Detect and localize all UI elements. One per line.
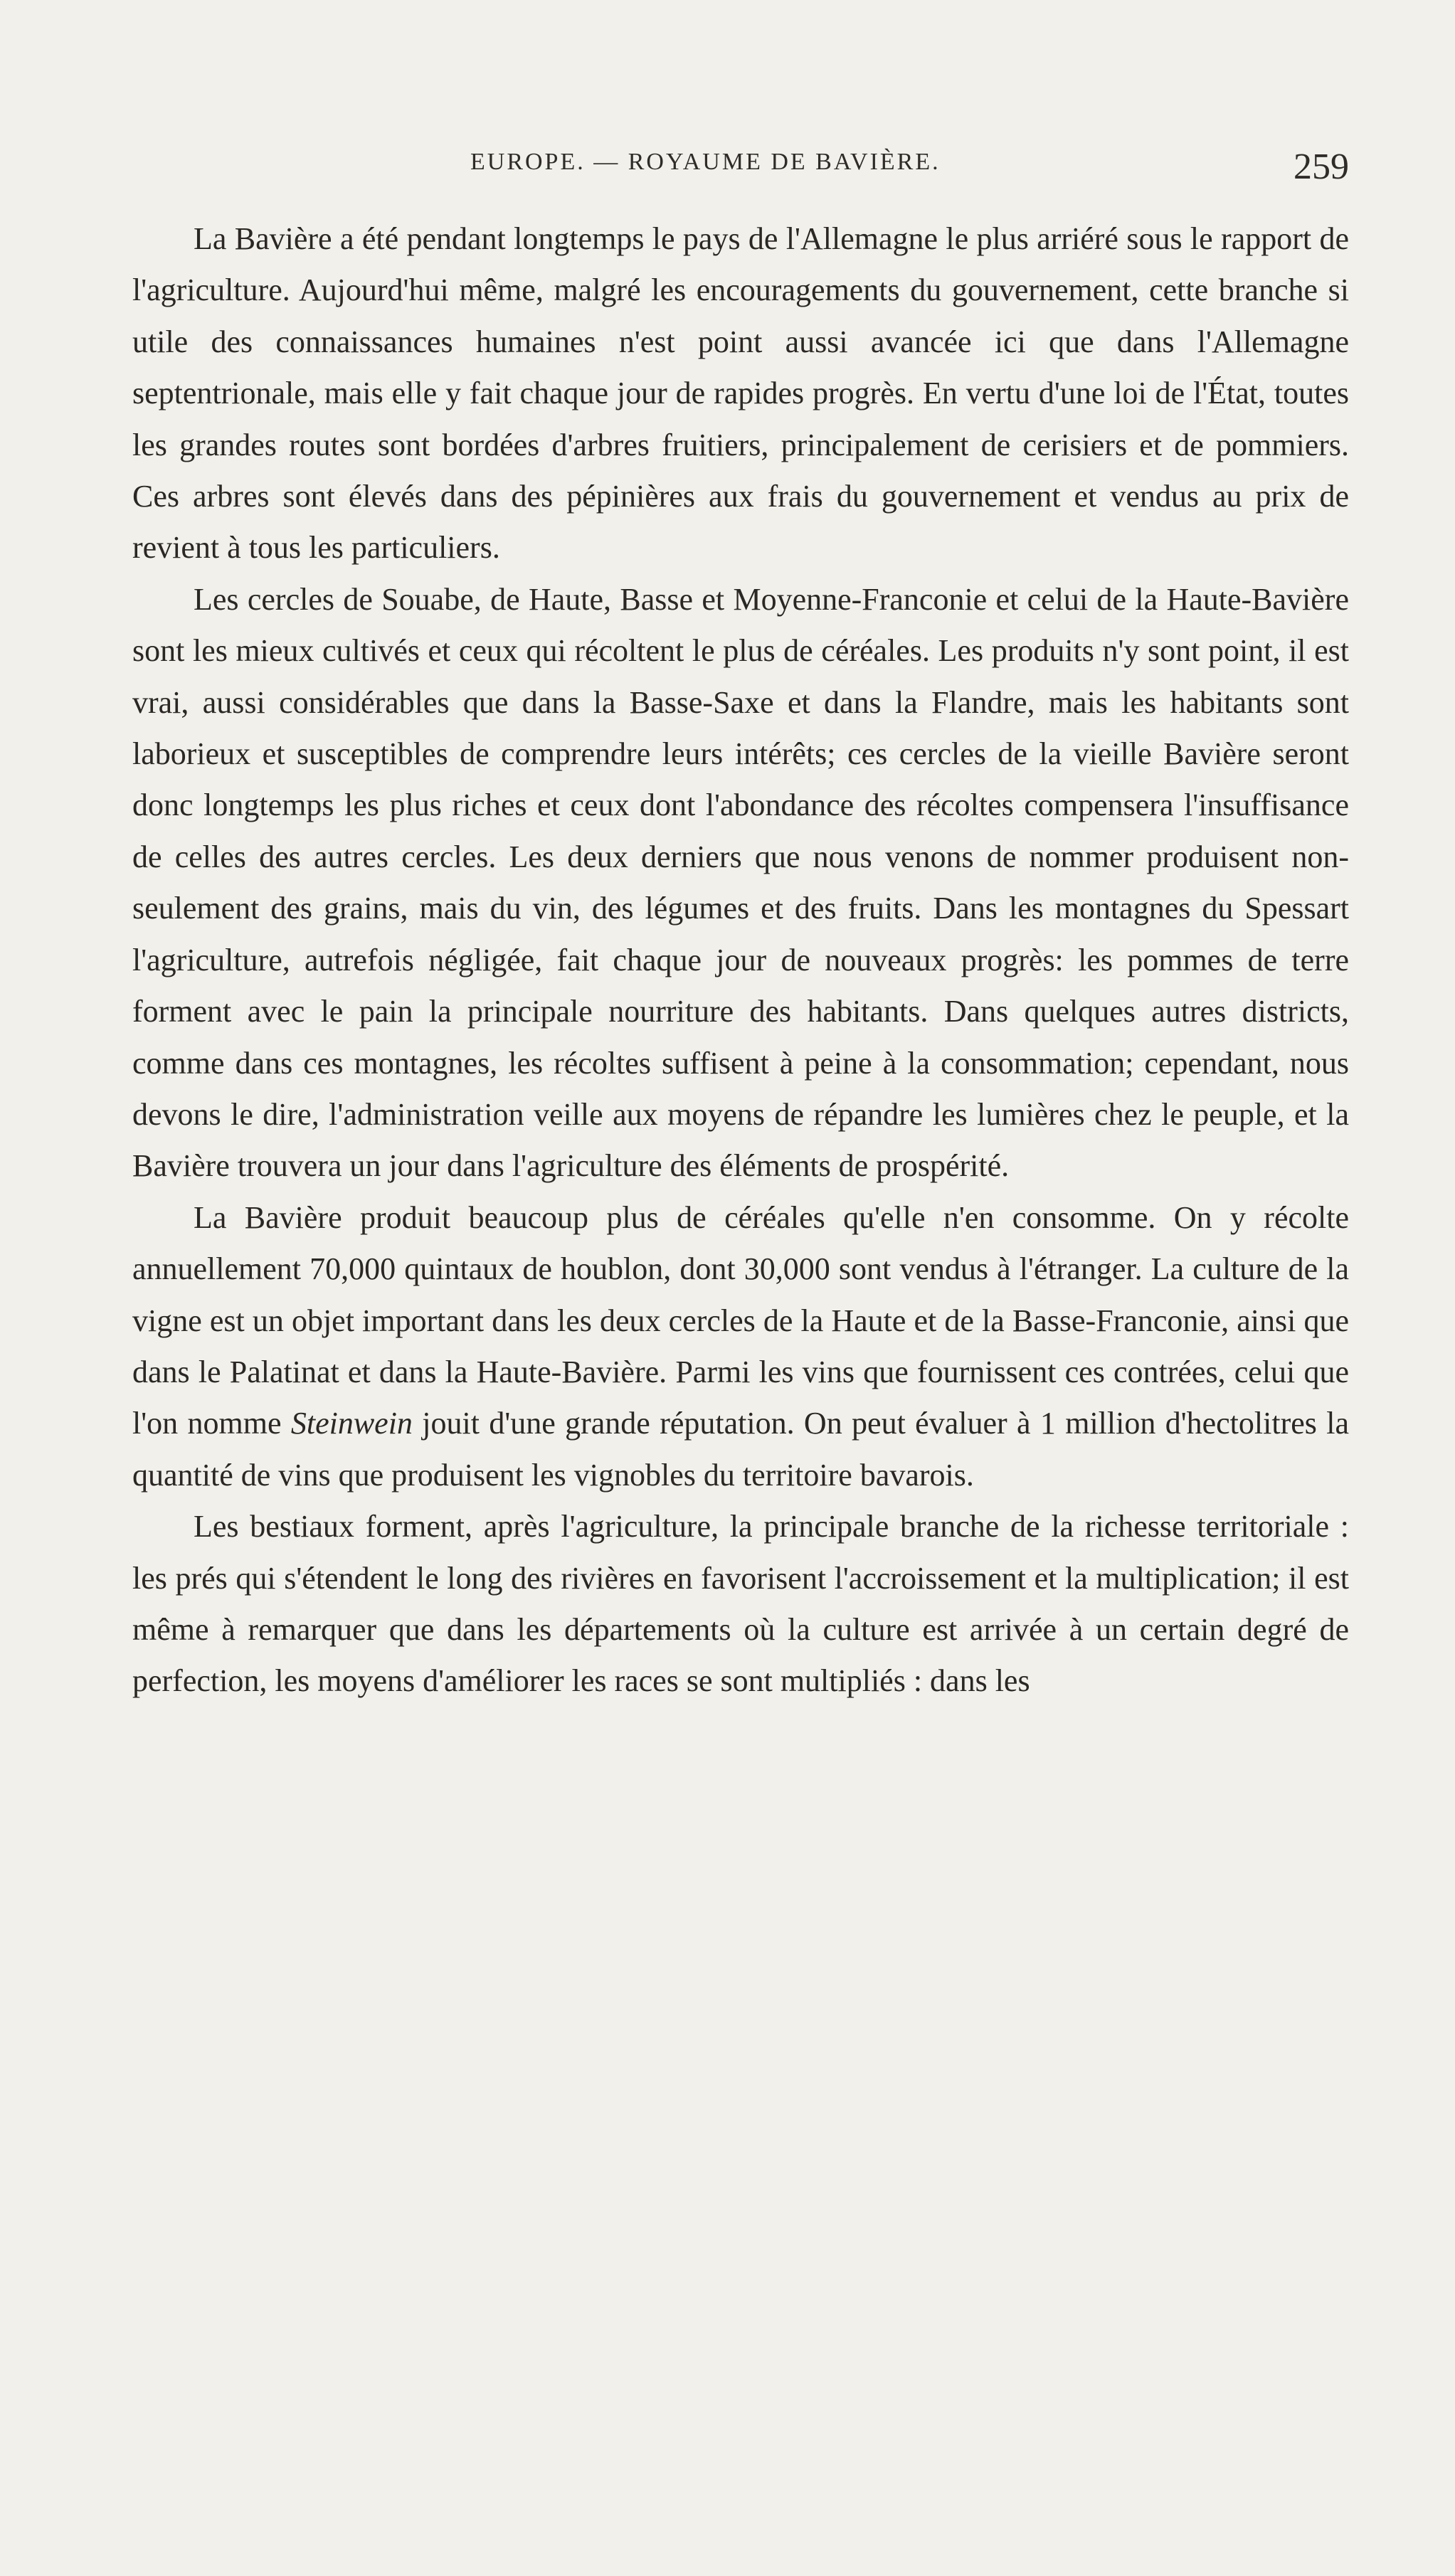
paragraph-1: La Bavière a été pendant longtemps le pays de l'Allemagne le plus arriéré sous le rapport de l'agriculture. Aujourd'hui même, malgré les encouragements du gouvernement, cette branche si utile des connaissances humaines n'est point aussi avancée ici que dans l'Allemagne septentrionale, mais elle y fait chaque jour de rapides progrès. En vertu d'une loi de l'État, toutes les grandes routes sont bordées d'arbres fruitiers, principalement de cerisiers et de pommiers. Ces arbres sont élevés dans des pépinières aux frais du gouvernement et vendus au prix de revient à tous les particuliers. xyxy=(132,221,1349,566)
paragraph-4: Les bestiaux forment, après l'agriculture, la principale branche de la richesse territoriale : les prés qui s'étendent le long des rivières en favorisent l'accroissement et la multiplication; il est même à remarquer que dans les départements où la culture est arrivée à un certain degré de perfection, les moyens d'améliorer les races se sont multipliés : dans les xyxy=(132,1509,1349,1699)
paragraph-3-text-after: jouit d'une grande réputation. On peut évaluer à 1 million d'hectolitres la quantité de vins que produisent les vignobles du territoire bavarois. xyxy=(132,1406,1349,1493)
steinwein-italic: Steinwein xyxy=(290,1406,413,1441)
paragraph-2: Les cercles de Souabe, de Haute, Basse et Moyenne-Franconie et celui de la Haute-Bavière sont les mieux cultivés et ceux qui récoltent le plus de céréales. Les produits n'y sont point, il est vrai, aussi considérables que dans la Basse-Saxe et dans la Flandre, mais les habitants sont laborieux et susceptibles de comprendre leurs intérêts; ces cercles de la vieille Bavière seront donc longtemps les plus riches et ceux dont l'abondance des récoltes compensera l'insuffisance de celles des autres cercles. Les deux derniers que nous venons de nommer produisent non-seulement des grains, mais du vin, des légumes et des fruits. Dans les montagnes du Spessart l'agriculture, autrefois négligée, fait chaque jour de nouveaux progrès: les pommes de terre forment avec le pain la principale nourriture des habitants. Dans quelques autres districts, comme dans ces montagnes, les récoltes suffisent à peine à la consommation; cependant, nous devons le dire, l'administration veille aux moyens de répandre les lumières chez le peuple, et la Bavière trouvera un jour dans l'agriculture des éléments de prospérité. xyxy=(132,581,1349,1184)
page-number: 259 xyxy=(1293,147,1349,187)
page-header xyxy=(132,146,1349,196)
running-title: EUROPE. — ROYAUME DE BAVIÈRE. xyxy=(470,149,941,175)
body-text xyxy=(132,213,1349,1707)
paragraph-3-text-before: La Bavière produit beaucoup plus de céréales qu'elle n'en consomme. On y récolte annuellement 70,000 quintaux de houblon, dont 30,000 sont vendus à l'étranger. La culture de la vigne est un objet important dans les deux cercles de la Haute et de la Basse-Franconie, ainsi que dans le Palatinat et dans la Haute-Bavière. Parmi les vins que fournissent ces contrées, celui que l'on nomme xyxy=(132,1199,1349,1441)
paragraph-3 xyxy=(132,1192,1349,1501)
